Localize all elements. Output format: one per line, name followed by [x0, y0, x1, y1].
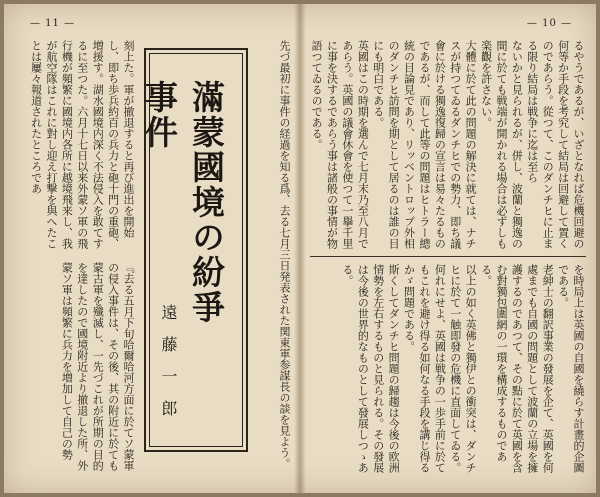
left-body-text-upper — [16, 262, 136, 476]
right-lower-paragraph-2: 老紳士の翻訳事業の發展を企て、英國を何處までも自國の問題として波蘭の立場を擁護するのであつて、その點に於て英國を含む對獨包圍網の一環を構成するものである。 — [479, 264, 555, 473]
left-paragraph-2: 『去る五月下旬哈爾哈河方面に於てソ蒙軍の侵入事件は、その後、其の附近に於ても蒙古軍を殲滅し、一先づこれが所期の目的を達したので國境附近より撤退した所、外蒙ソ軍は頻繁に兵力を増加して自己の勢 — [60, 262, 135, 471]
left-paragraph-3: 刻上た。軍が撤退すると再び進出を開始し、即ち歩兵約百の兵力と砲十門の重砲、増援す。湖水國境内深く不法侵入を敢てするに至つた。六月十七日以来外蒙ソ軍の飛行機が頻繁に國境内各所に越境飛来し、我が航空隊はこれに對し迎え打撃を與へたことは屢々報道されたところであ — [29, 40, 135, 249]
right-lower-paragraph-4: 斯くしてダンチヒ問題の歸趨は今後の欧洲情勢を左右するものと見られる。その發展は今後の世界的なものとして發展しつゝある。 — [340, 264, 401, 473]
article-title: 滿蒙國境の紛爭事件 — [140, 80, 226, 325]
left-body-text-intro — [254, 40, 292, 480]
right-body-text-upper — [312, 40, 586, 252]
right-lower-paragraph-3: 以上の如く英佛と獨伊との衝突は、ダンチヒに於て一触即發の危機に直面してゐる。何れにせよ、英國は戦争の一歩手前に於てもこれを避け得る如何なる手段を講じ得るかゞ問題である。 — [402, 264, 478, 473]
left-paragraph-1: 先づ最初に事件の経過を知る爲、去る七月三日発表された関東軍参謀長の談を見よう。 — [278, 40, 291, 469]
left-page-number: — 11 — — [30, 18, 76, 29]
column-divider — [310, 256, 586, 257]
left-page — [4, 4, 300, 493]
right-body-text-lower — [312, 264, 586, 478]
right-upper-paragraph-3: 大體に於て此の問題の解決に就ては、ナチスが持つてゐるダンチヒでの勢力、即ち議會に於ける獨逸復歸の宣言は易々たるものであるが、而して此等の問題はヒトラー總統の目論見であり、リッベントロップ外相のダンチヒ訪問を期として居るのは誰の目にも明白である。 — [371, 40, 478, 249]
article-author: 遠藤一郎 — [159, 304, 178, 432]
right-upper-paragraph-1: るやうであるが、いざとなれば危機回避の何等か手段を考究して結局は回避して置くのであらう。從つて、このダンチヒに止まる限り結局は戦争に迄は至ら — [525, 40, 585, 249]
right-upper-paragraph-2: ないかと見られるが、併し、波蘭と獨逸の間に於ても戦端が開かれる場合は必ずしも楽觀を許さない。 — [479, 40, 524, 249]
right-page-number: — 10 — — [526, 18, 572, 29]
book-spread — [4, 4, 596, 493]
right-lower-paragraph-1: を時局上は英國の自國を繞らす計畫的企圖である。 — [556, 264, 585, 473]
right-upper-paragraph-4: 英國はこの時期を選んで七月末乃至八月であらう。英國の議會休會を使つて一擧千里に事を決するであらう事は諸般の事情が物語つてゐるのである。 — [310, 40, 370, 249]
left-body-text-lower — [16, 40, 136, 252]
right-page — [300, 4, 596, 493]
